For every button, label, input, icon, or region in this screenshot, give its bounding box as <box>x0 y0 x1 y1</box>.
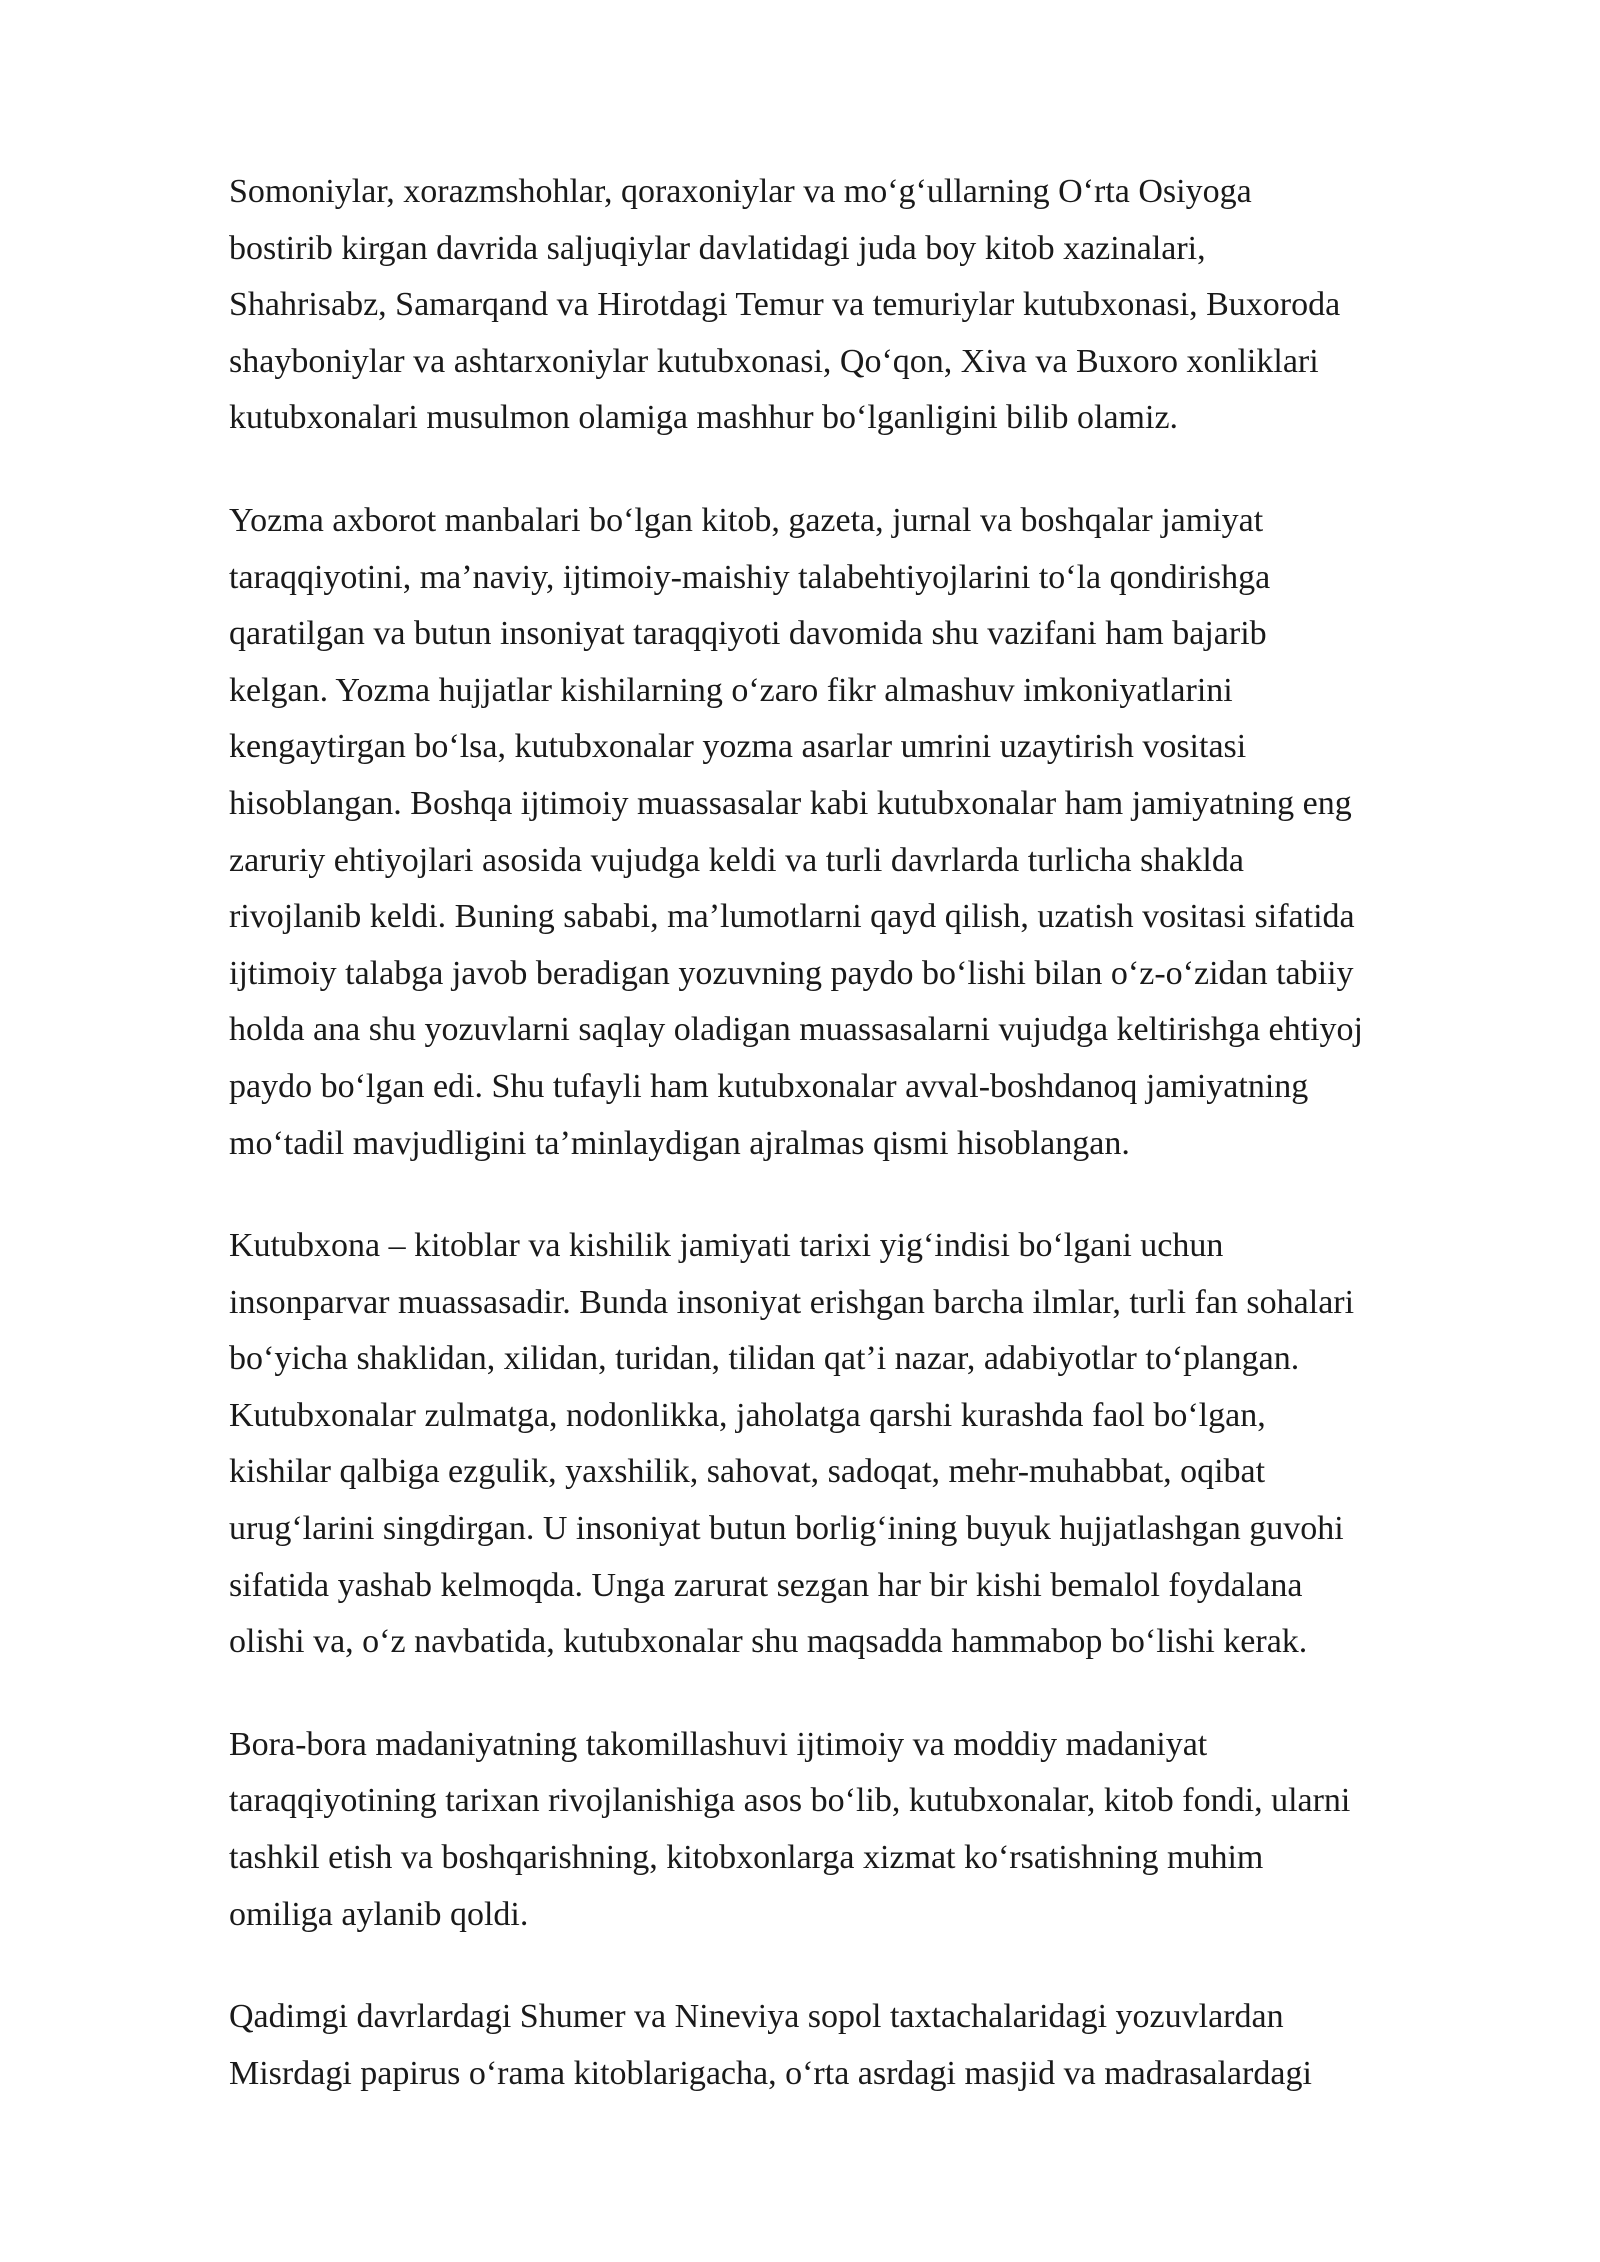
text-line: Yozma axborot manbalari boʻlgan kitob, gazeta, jurnal va boshqalar jamiyat <box>229 501 1264 539</box>
text-line: kelgan. Yozma hujjatlar kishilarning oʻzaro fikr almashuv imkoniyatlarini <box>229 671 1233 709</box>
text-line: qaratilgan va butun insoniyat taraqqiyoti davomida shu vazifani ham bajarib <box>229 615 1267 653</box>
paragraph-2 <box>229 493 1501 1172</box>
text-line: tashkil etish va boshqarishning, kitobxonlarga xizmat koʻrsatishning muhim <box>229 1839 1264 1877</box>
paragraph-5 <box>229 1989 1501 2102</box>
text-line: taraqqiyotining tarixan rivojlanishiga asos boʻlib, kutubxonalar, kitob fondi, ularni <box>229 1782 1351 1820</box>
text-line: insonparvar muassasadir. Bunda insoniyat erishgan barcha ilmlar, turli fan sohalari <box>229 1283 1355 1321</box>
text-line: Misrdagi papirus oʻrama kitoblarigacha, oʻrta asrdagi masjid va madrasalardagi <box>229 2054 1312 2092</box>
text-line: sifatida yashab kelmoqda. Unga zarurat sezgan har bir kishi bemalol foydalana <box>229 1566 1303 1604</box>
text-line: Kutubxona – kitoblar va kishilik jamiyati tarixi yigʻindisi boʻlgani uchun <box>229 1227 1224 1265</box>
text-line: taraqqiyotini, maʼnaviy, ijtimoiy-maishiy talabehtiyojlarini toʻla qondirishga <box>229 558 1271 596</box>
text-line: paydo boʻlgan edi. Shu tufayli ham kutubxonalar avval-boshdanoq jamiyatning <box>229 1067 1309 1105</box>
text-line: kishilar qalbiga ezgulik, yaxshilik, sahovat, sadoqat, mehr-muhabbat, oqibat <box>229 1453 1266 1491</box>
text-line: Bora-bora madaniyatning takomillashuvi ijtimoiy va moddiy madaniyat <box>229 1725 1208 1763</box>
text-line: kengaytirgan boʻlsa, kutubxonalar yozma asarlar umrini uzaytirish vositasi <box>229 728 1247 766</box>
text-line: moʻtadil mavjudligini taʼminlaydigan ajralmas qismi hisoblangan. <box>229 1124 1130 1162</box>
text-line: rivojlanib keldi. Buning sababi, maʼlumotlarni qayd qilish, uzatish vositasi sifatida <box>229 898 1355 936</box>
text-line: Qadimgi davrlardagi Shumer va Nineviya sopol taxtachalaridagi yozuvlardan <box>229 1998 1284 2036</box>
text-line: olishi va, oʻz navbatida, kutubxonalar shu maqsadda hammabop boʻlishi kerak. <box>229 1623 1308 1661</box>
paragraph-3 <box>229 1218 1501 1671</box>
text-line: bostirib kirgan davrida saljuqiylar davlatidagi juda boy kitob xazinalari, <box>229 229 1206 267</box>
text-line: shayboniylar va ashtarxoniylar kutubxonasi, Qoʻqon, Xiva va Buxoro xonliklari <box>229 342 1319 380</box>
document-body <box>229 164 1501 2148</box>
text-line: ijtimoiy talabga javob beradigan yozuvning paydo boʻlishi bilan oʻz-oʻzidan tabiiy <box>229 954 1354 992</box>
text-line: Somoniylar, xorazmshohlar, qoraxoniylar va moʻgʻullarning Oʻrta Osiyoga <box>229 173 1252 210</box>
text-line: boʻyicha shaklidan, xilidan, turidan, tilidan qatʼi nazar, adabiyotlar toʻplangan. <box>229 1340 1300 1378</box>
text-line: omiliga aylanib qoldi. <box>229 1895 529 1933</box>
text-line: holda ana shu yozuvlarni saqlay oladigan muassasalarni vujudga keltirishga ehtiyoj <box>229 1011 1363 1049</box>
text-line: kutubxonalari musulmon olamiga mashhur boʻlganligini bilib olamiz. <box>229 399 1179 437</box>
paragraph-1 <box>229 164 1501 447</box>
text-line: hisoblangan. Boshqa ijtimoiy muassasalar kabi kutubxonalar ham jamiyatning eng <box>229 784 1352 822</box>
text-line: urugʻlarini singdirgan. U insoniyat butun borligʻining buyuk hujjatlashgan guvohi <box>229 1510 1344 1548</box>
text-line: Kutubxonalar zulmatga, nodonlikka, jaholatga qarshi kurashda faol boʻlgan, <box>229 1396 1266 1434</box>
text-line: Shahrisabz, Samarqand va Hirotdagi Temur va temuriylar kutubxonasi, Buxoroda <box>229 286 1341 324</box>
paragraph-4 <box>229 1717 1501 1943</box>
text-line: zaruriy ehtiyojlari asosida vujudga keldi va turli davrlarda turlicha shaklda <box>229 841 1244 879</box>
